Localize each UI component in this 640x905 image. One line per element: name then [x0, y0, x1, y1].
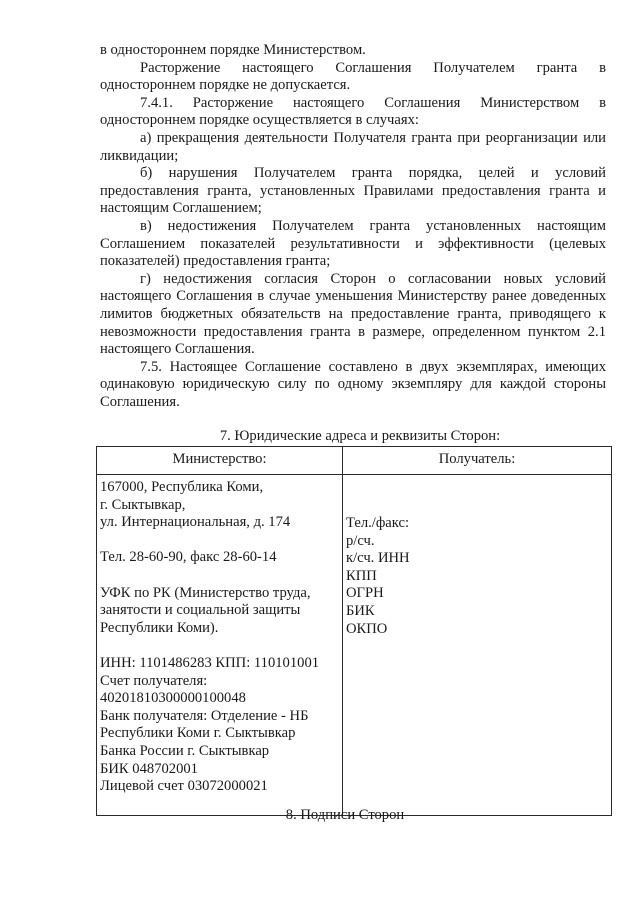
ministry-requisite-line: БИК 048702001 — [100, 760, 198, 777]
recipient-requisite-line: КПП — [346, 567, 377, 584]
paragraph: Расторжение настоящего Соглашения Получателем гранта в одностороннем порядке не допускается. — [100, 59, 606, 94]
ministry-requisite-line: Республики Коми). — [100, 619, 219, 636]
paragraph: 7.5. Настоящее Соглашение составлено в двух экземплярах, имеющих одинаковую юридическую силу по одному экземпляру для каждой стороны Соглашения. — [100, 358, 606, 410]
ministry-header: Министерство: — [97, 447, 343, 475]
ministry-requisite-line: 167000, Республика Коми, — [100, 479, 264, 495]
ministry-requisite-line: Лицевой счет 03072000021 — [100, 778, 268, 795]
requisites-header-row — [97, 447, 612, 475]
line-gap — [100, 532, 342, 550]
paragraph: б) нарушения Получателем гранта порядка, целей и условий предоставления гранта, установленных Правилами предоставления гранта и настоящим Соглашением; — [100, 165, 606, 217]
ministry-requisite-line: Банка России г. Сыктывкар — [100, 742, 270, 759]
ministry-requisite-line: г. Сыктывкар, — [100, 496, 186, 513]
recipient-requisites — [343, 475, 611, 638]
ministry-requisites-cell — [97, 475, 343, 816]
section-8-title: 8. Подписи Сторон — [285, 807, 405, 823]
recipient-header: Получатель: — [343, 447, 612, 475]
recipient-requisite-line: Тел./факс: — [346, 515, 410, 531]
paragraph: а) прекращения деятельности Получателя гранта при реорганизации или ликвидации; — [100, 129, 606, 164]
ministry-requisite-line: Республики Коми г. Сыктывкар — [100, 725, 296, 742]
ministry-requisite-line: УФК по РК (Министерство труда, — [100, 584, 311, 601]
section-7-title: 7. Юридические адреса и реквизиты Сторон: — [219, 428, 501, 444]
ministry-requisite-line: 40201810300000100048 — [100, 690, 246, 707]
recipient-requisite-line: БИК — [346, 602, 375, 619]
ministry-requisite-line: ИНН: 1101486283 КПП: 110101001 — [100, 654, 320, 671]
paragraph: 7.4.1. Расторжение настоящего Соглашения Министерством в одностороннем порядке осуществляется в случаях: — [100, 94, 606, 129]
line-gap — [100, 567, 342, 585]
ministry-requisite-line: Тел. 28-60-90, факс 28-60-14 — [100, 549, 277, 566]
recipient-requisite-line: к/сч. ИНН — [346, 550, 410, 567]
requisites-content-row — [97, 475, 612, 816]
recipient-requisites-cell — [343, 475, 612, 816]
recipient-requisite-line: ОГРН — [346, 585, 384, 602]
line-gap — [100, 637, 342, 655]
ministry-requisites — [97, 475, 342, 796]
recipient-requisite-line: ОКПО — [346, 620, 388, 637]
paragraph: в одностороннем порядке Министерством. — [100, 42, 366, 58]
ministry-requisite-line: занятости и социальной защиты — [100, 602, 301, 619]
ministry-requisite-line: Счет получателя: — [100, 672, 208, 689]
agreement-body-text — [100, 42, 606, 411]
ministry-requisite-line: ул. Интернациональная, д. 174 — [100, 514, 291, 531]
requisites-table — [96, 446, 612, 816]
ministry-requisite-line: Банк получателя: Отделение - НБ — [100, 707, 309, 724]
paragraph: в) недостижения Получателем гранта установленных настоящим Соглашением показателей результативности и эффективности (целевых показателей) предоставления гранта; — [100, 217, 606, 270]
paragraph: г) недостижения согласия Сторон о согласовании новых условий настоящего Соглашения в случае уменьшения Министерству ранее доведенных лимитов бюджетных обязательств на предоставление гранта, приводящего к невозможности предоставления гранта в размере, определенном пунктом 2.1 настоящего Соглашения. — [100, 270, 606, 358]
recipient-requisite-line: р/сч. — [346, 532, 375, 549]
